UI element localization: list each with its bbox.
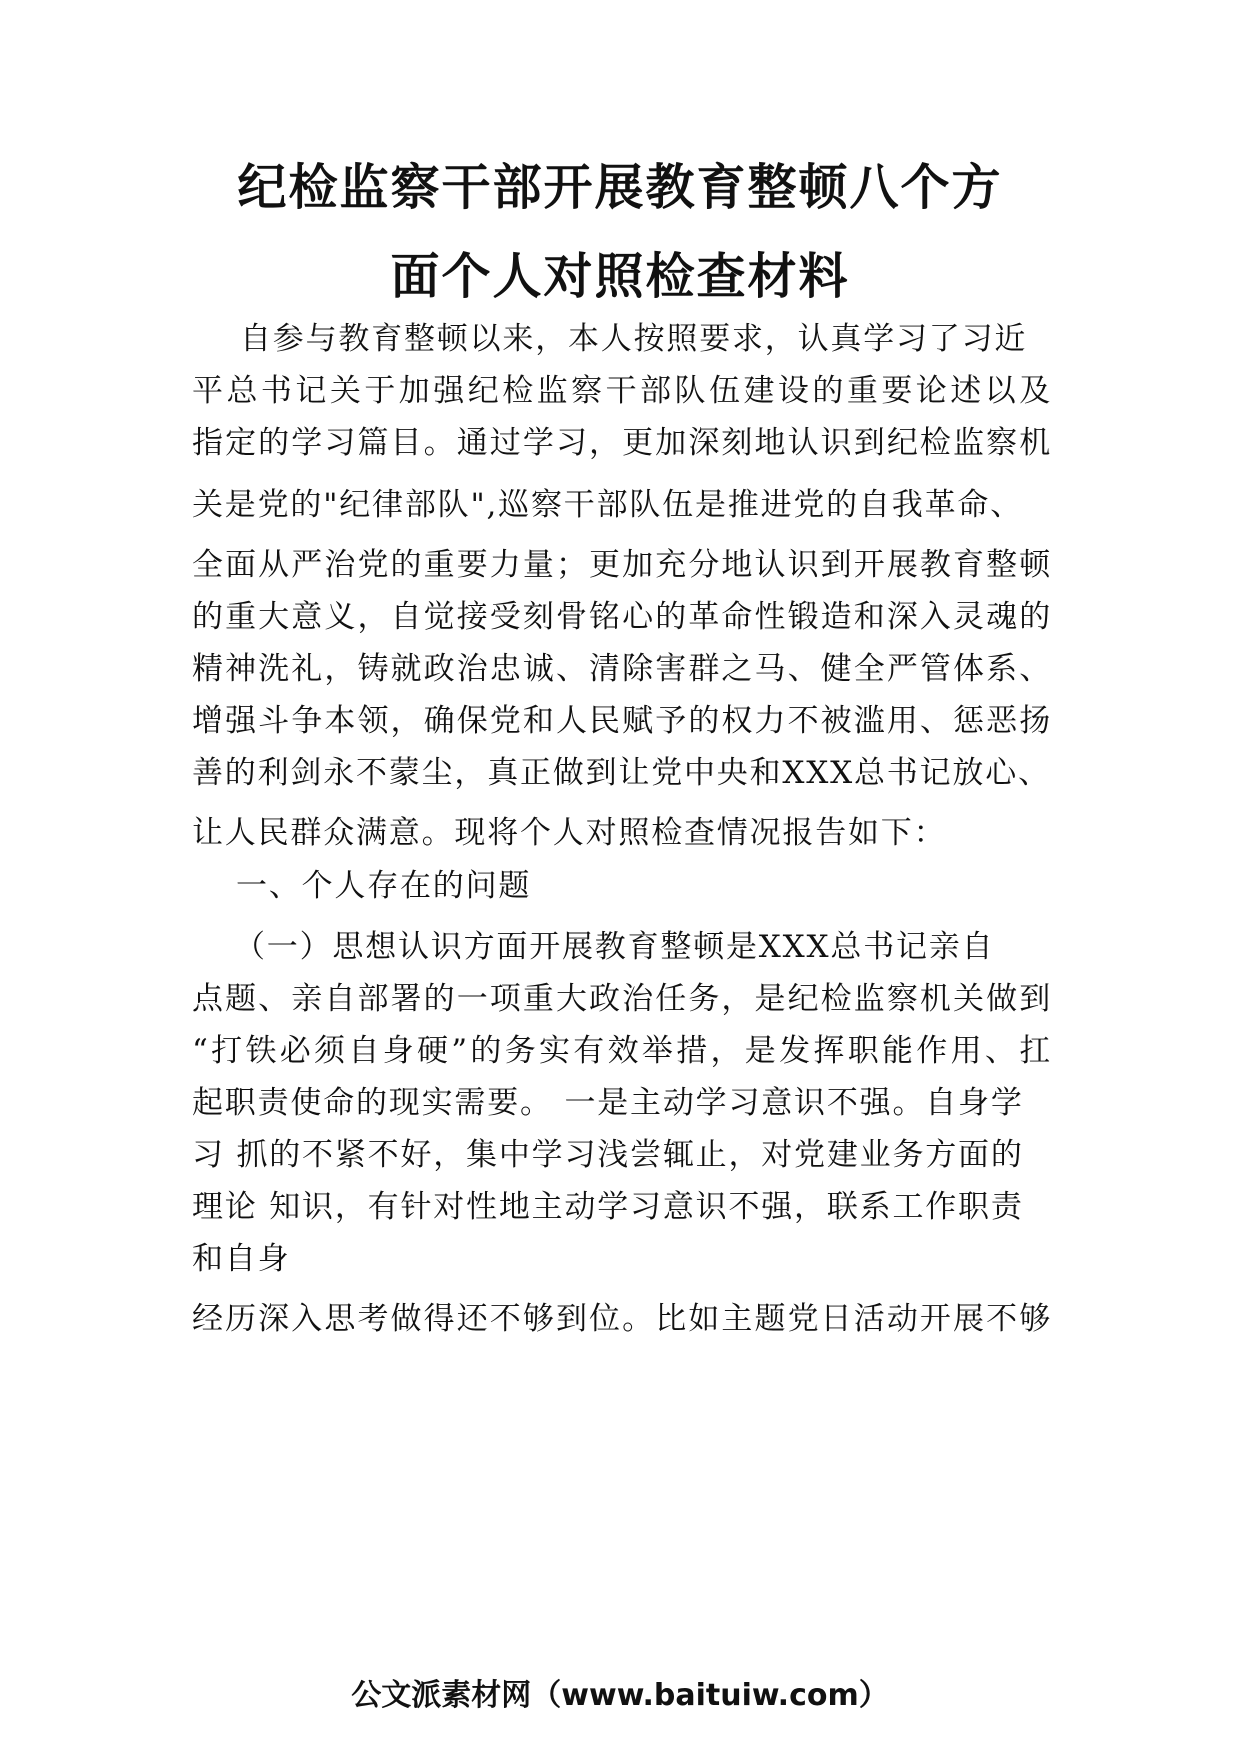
body-line: 点题、亲自部署的一项重大政治任务，是纪检监察机关做到: [192, 981, 1052, 1017]
body-line: 经历深入思考做得还不够到位。比如主题党日活动开展不够: [192, 1301, 1052, 1337]
document-title-line-1: 纪检监察干部开展教育整顿八个方: [237, 159, 1003, 216]
body-line: 让人民群众满意。现将个人对照检查情况报告如下：: [192, 815, 947, 851]
body-line: 善的利剑永不蒙尘，真正做到让党中央和XXX总书记放心、: [192, 755, 1051, 791]
body-line: 增强斗争本领，确保党和人民赋予的权力不被滥用、惩恶扬: [192, 703, 1052, 739]
body-line: 理论 知识，有针对性地主动学习意识不强，联系工作职责: [192, 1189, 1024, 1225]
body-line: 习 抓的不紧不好，集中学习浅尝辄止，对党建业务方面的: [192, 1137, 1024, 1173]
body-line: 自参与教育整顿以来，本人按照要求，认真学习了习近: [240, 321, 1028, 357]
body-line: “打铁必须自身硬”的务实有效举措，是发挥职能作用、扛: [192, 1033, 1052, 1069]
body-line: 精神洗礼，铸就政治忠诚、清除害群之马、健全严管体系、: [192, 651, 1052, 687]
body-line: 的重大意义，自觉接受刻骨铭心的革命性锻造和深入灵魂的: [192, 599, 1052, 635]
body-line: 全面从严治党的重要力量；更加充分地认识到开展教育整顿: [192, 547, 1052, 583]
body-line: 指定的学习篇目。通过学习，更加深刻地认识到纪检监察机: [192, 425, 1052, 461]
document-title-line-2: 面个人对照检查材料: [390, 248, 850, 305]
body-line: 和自身: [192, 1241, 291, 1277]
body-line: 关是党的"纪律部队",巡察干部队伍是推进党的自我革命、: [192, 487, 1023, 523]
body-line: 起职责使命的现实需要。 一是主动学习意识不强。自身学: [192, 1085, 1024, 1121]
footer-source-text: 公文派素材网（www.baituiw.com）: [351, 1678, 889, 1713]
section-heading: 一、个人存在的问题: [236, 868, 532, 904]
body-line: 平总书记关于加强纪检监察干部队伍建设的重要论述以及: [192, 373, 1052, 409]
subsection-heading: （一）思想认识方面开展教育整顿是XXX总书记亲自: [234, 929, 995, 965]
